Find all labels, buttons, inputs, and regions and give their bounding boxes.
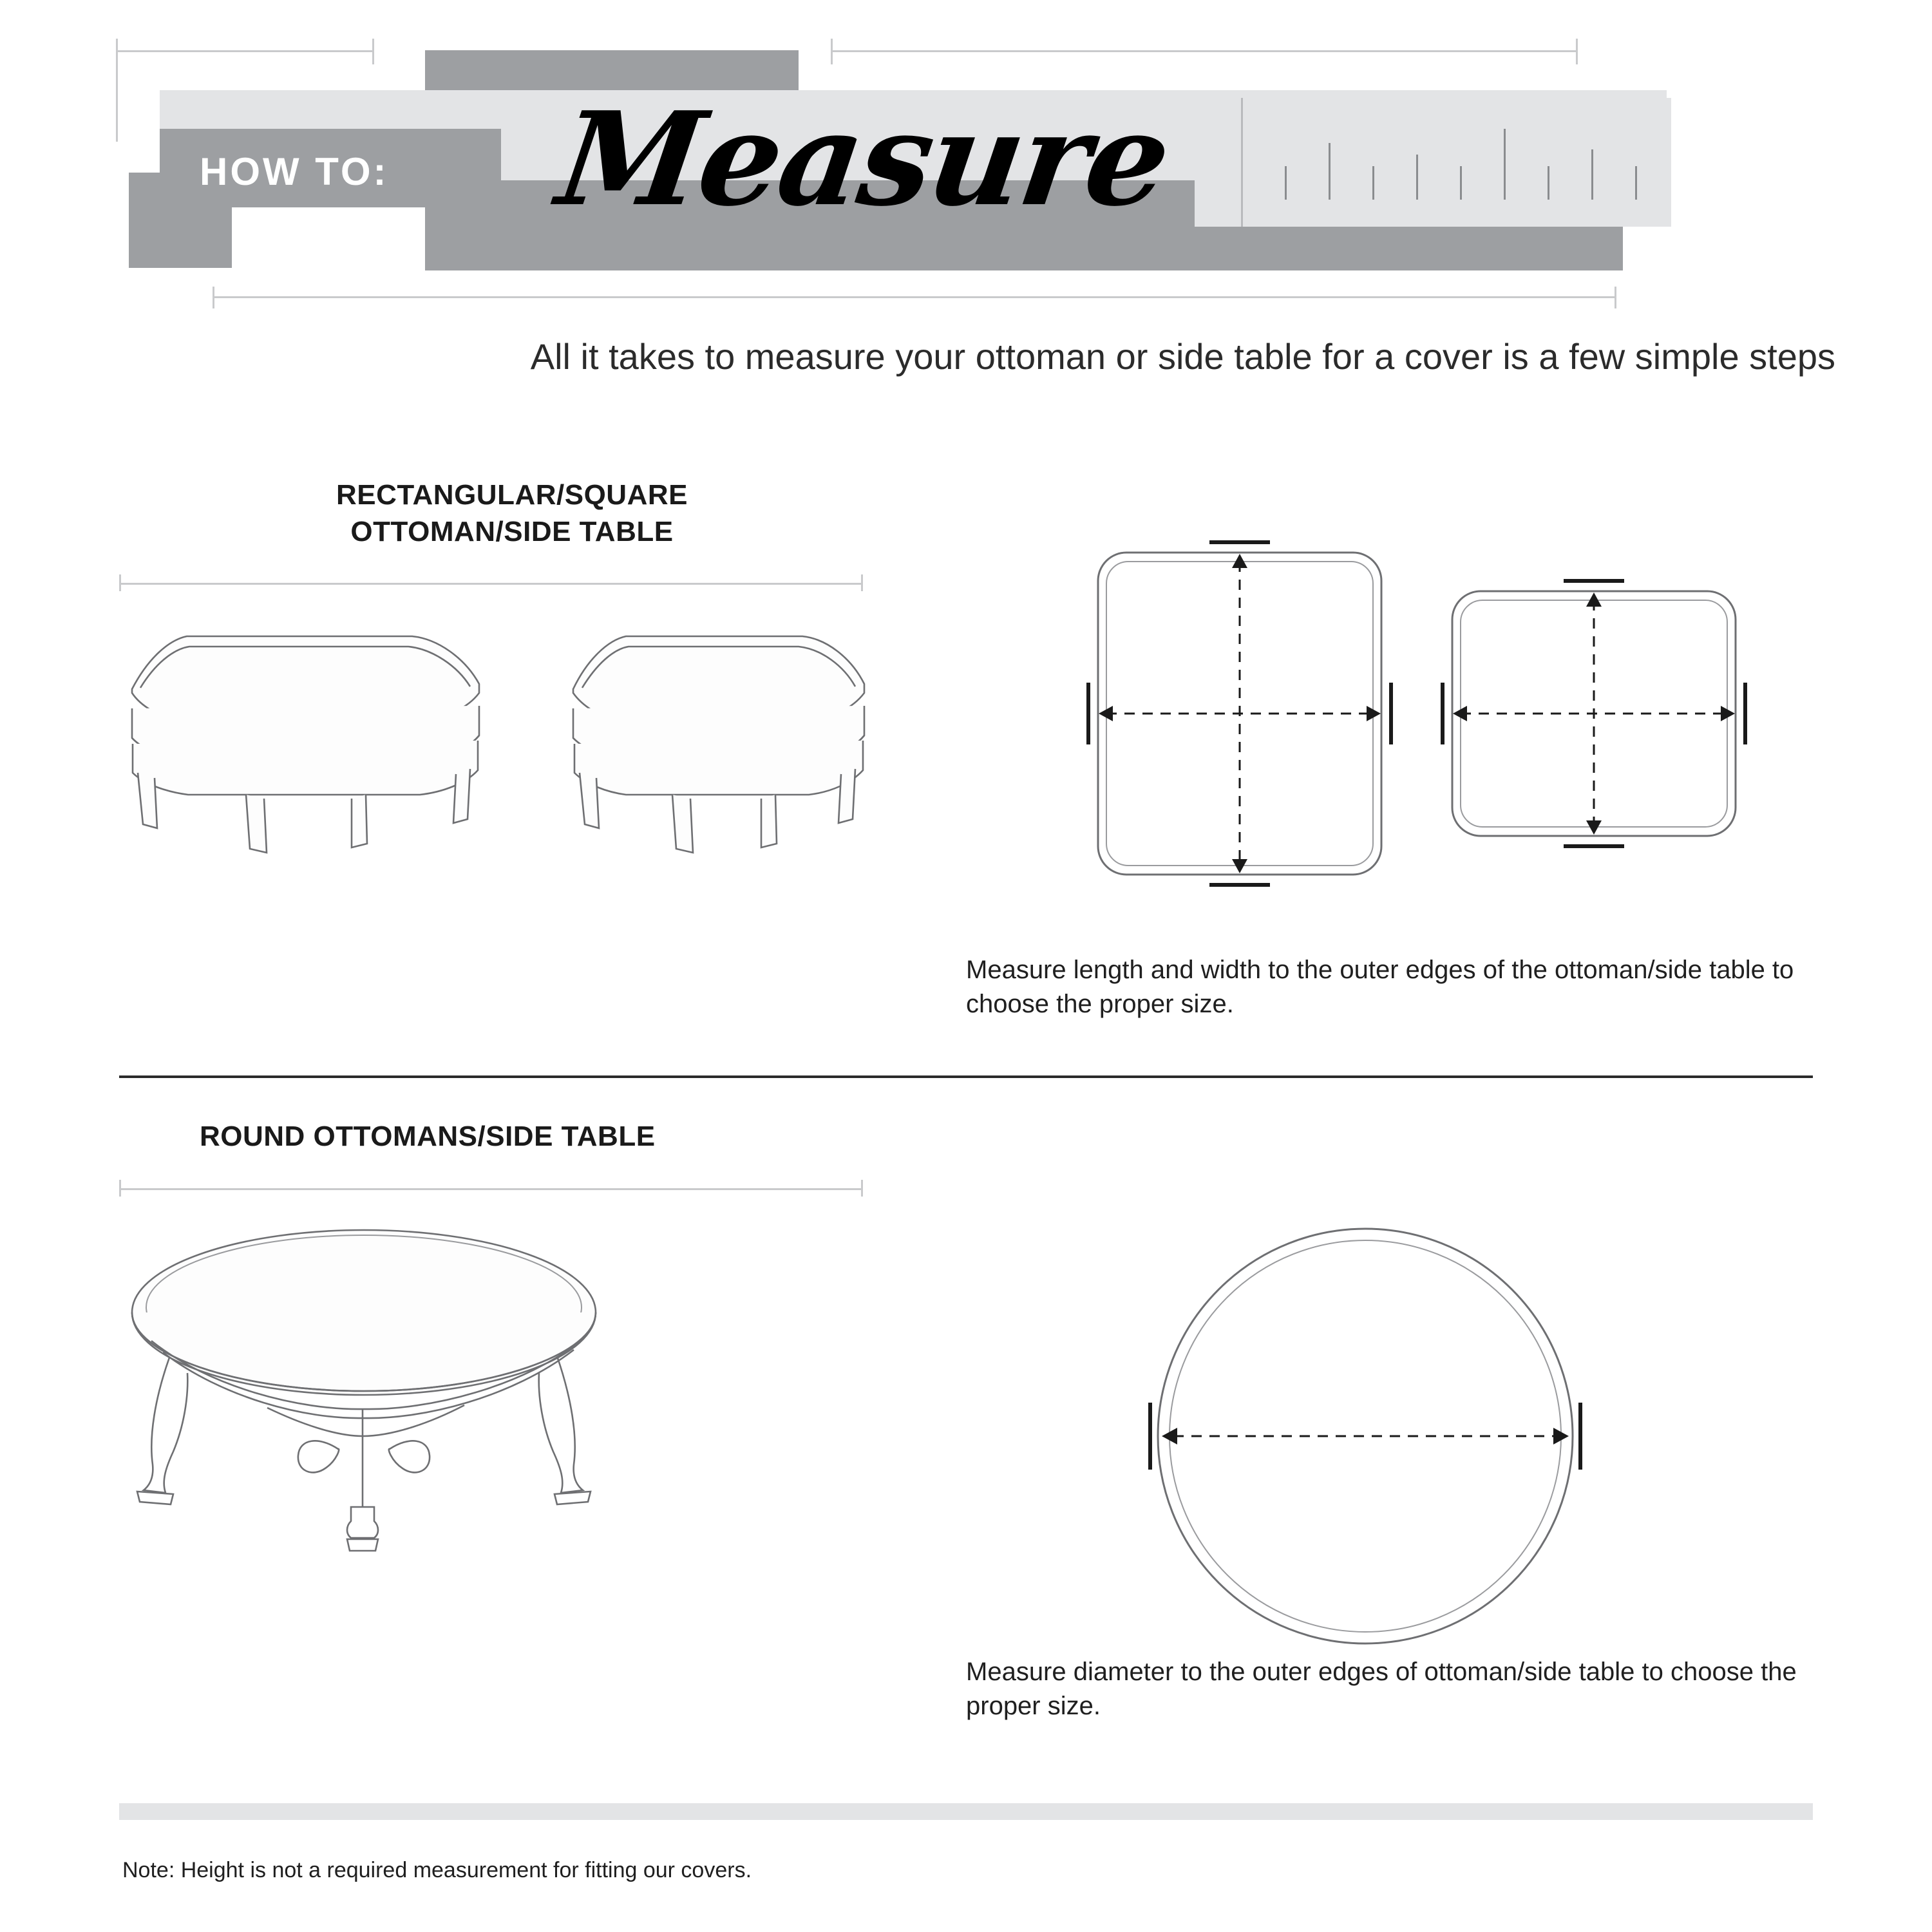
section-divider xyxy=(119,1075,1813,1078)
section1-guide-line xyxy=(119,583,863,585)
section-title-rectangular: RECTANGULAR/SQUARE OTTOMAN/SIDE TABLE xyxy=(336,479,688,548)
header-guide-cap-topleft xyxy=(372,39,374,64)
rectangle-top-view-diagram xyxy=(1082,528,1404,914)
round-ottoman-illustration xyxy=(106,1204,634,1552)
square-top-view-diagram xyxy=(1436,567,1758,876)
square-ottoman-illustration xyxy=(554,612,889,869)
header-guide-cap-bottom-a xyxy=(213,287,214,308)
section2-guide-line xyxy=(119,1188,863,1190)
circle-top-view-diagram xyxy=(1133,1211,1597,1662)
section2-guide-cap-right xyxy=(861,1180,863,1197)
header-guide-cap-left xyxy=(116,39,118,142)
section-title-round: ROUND OTTOMANS/SIDE TABLE xyxy=(200,1121,656,1152)
ruler-icon xyxy=(1195,98,1671,227)
header-guide-line-top-right xyxy=(831,50,1578,52)
section1-guide-cap-left xyxy=(119,574,121,591)
rectangular-ottoman-illustration xyxy=(109,612,509,869)
section1-guide-cap-right xyxy=(861,574,863,591)
header-guide-cap-bottom-b xyxy=(1615,287,1616,308)
header-guide-line-top-left xyxy=(116,50,374,52)
footer-band xyxy=(119,1803,1813,1820)
header-guide-line-bottom xyxy=(213,296,1616,298)
page-title: Measure xyxy=(549,84,1177,235)
howto-label: HOW TO: xyxy=(200,150,389,193)
section1-caption: Measure length and width to the outer edges of the ottoman/side table to choose the proper size. xyxy=(966,956,1794,1018)
header xyxy=(0,0,1932,335)
footer-note: Note: Height is not a required measurement for fitting our covers. xyxy=(122,1858,752,1882)
header-guide-cap-topright-a xyxy=(831,39,833,64)
section2-caption: Measure diameter to the outer edges of ottoman/side table to choose the proper size. xyxy=(966,1658,1797,1720)
section2-guide-cap-left xyxy=(119,1180,121,1197)
header-guide-cap-topright-b xyxy=(1576,39,1578,64)
subtitle: All it takes to measure your ottoman or side table for a cover is a few simple steps xyxy=(530,336,1835,377)
